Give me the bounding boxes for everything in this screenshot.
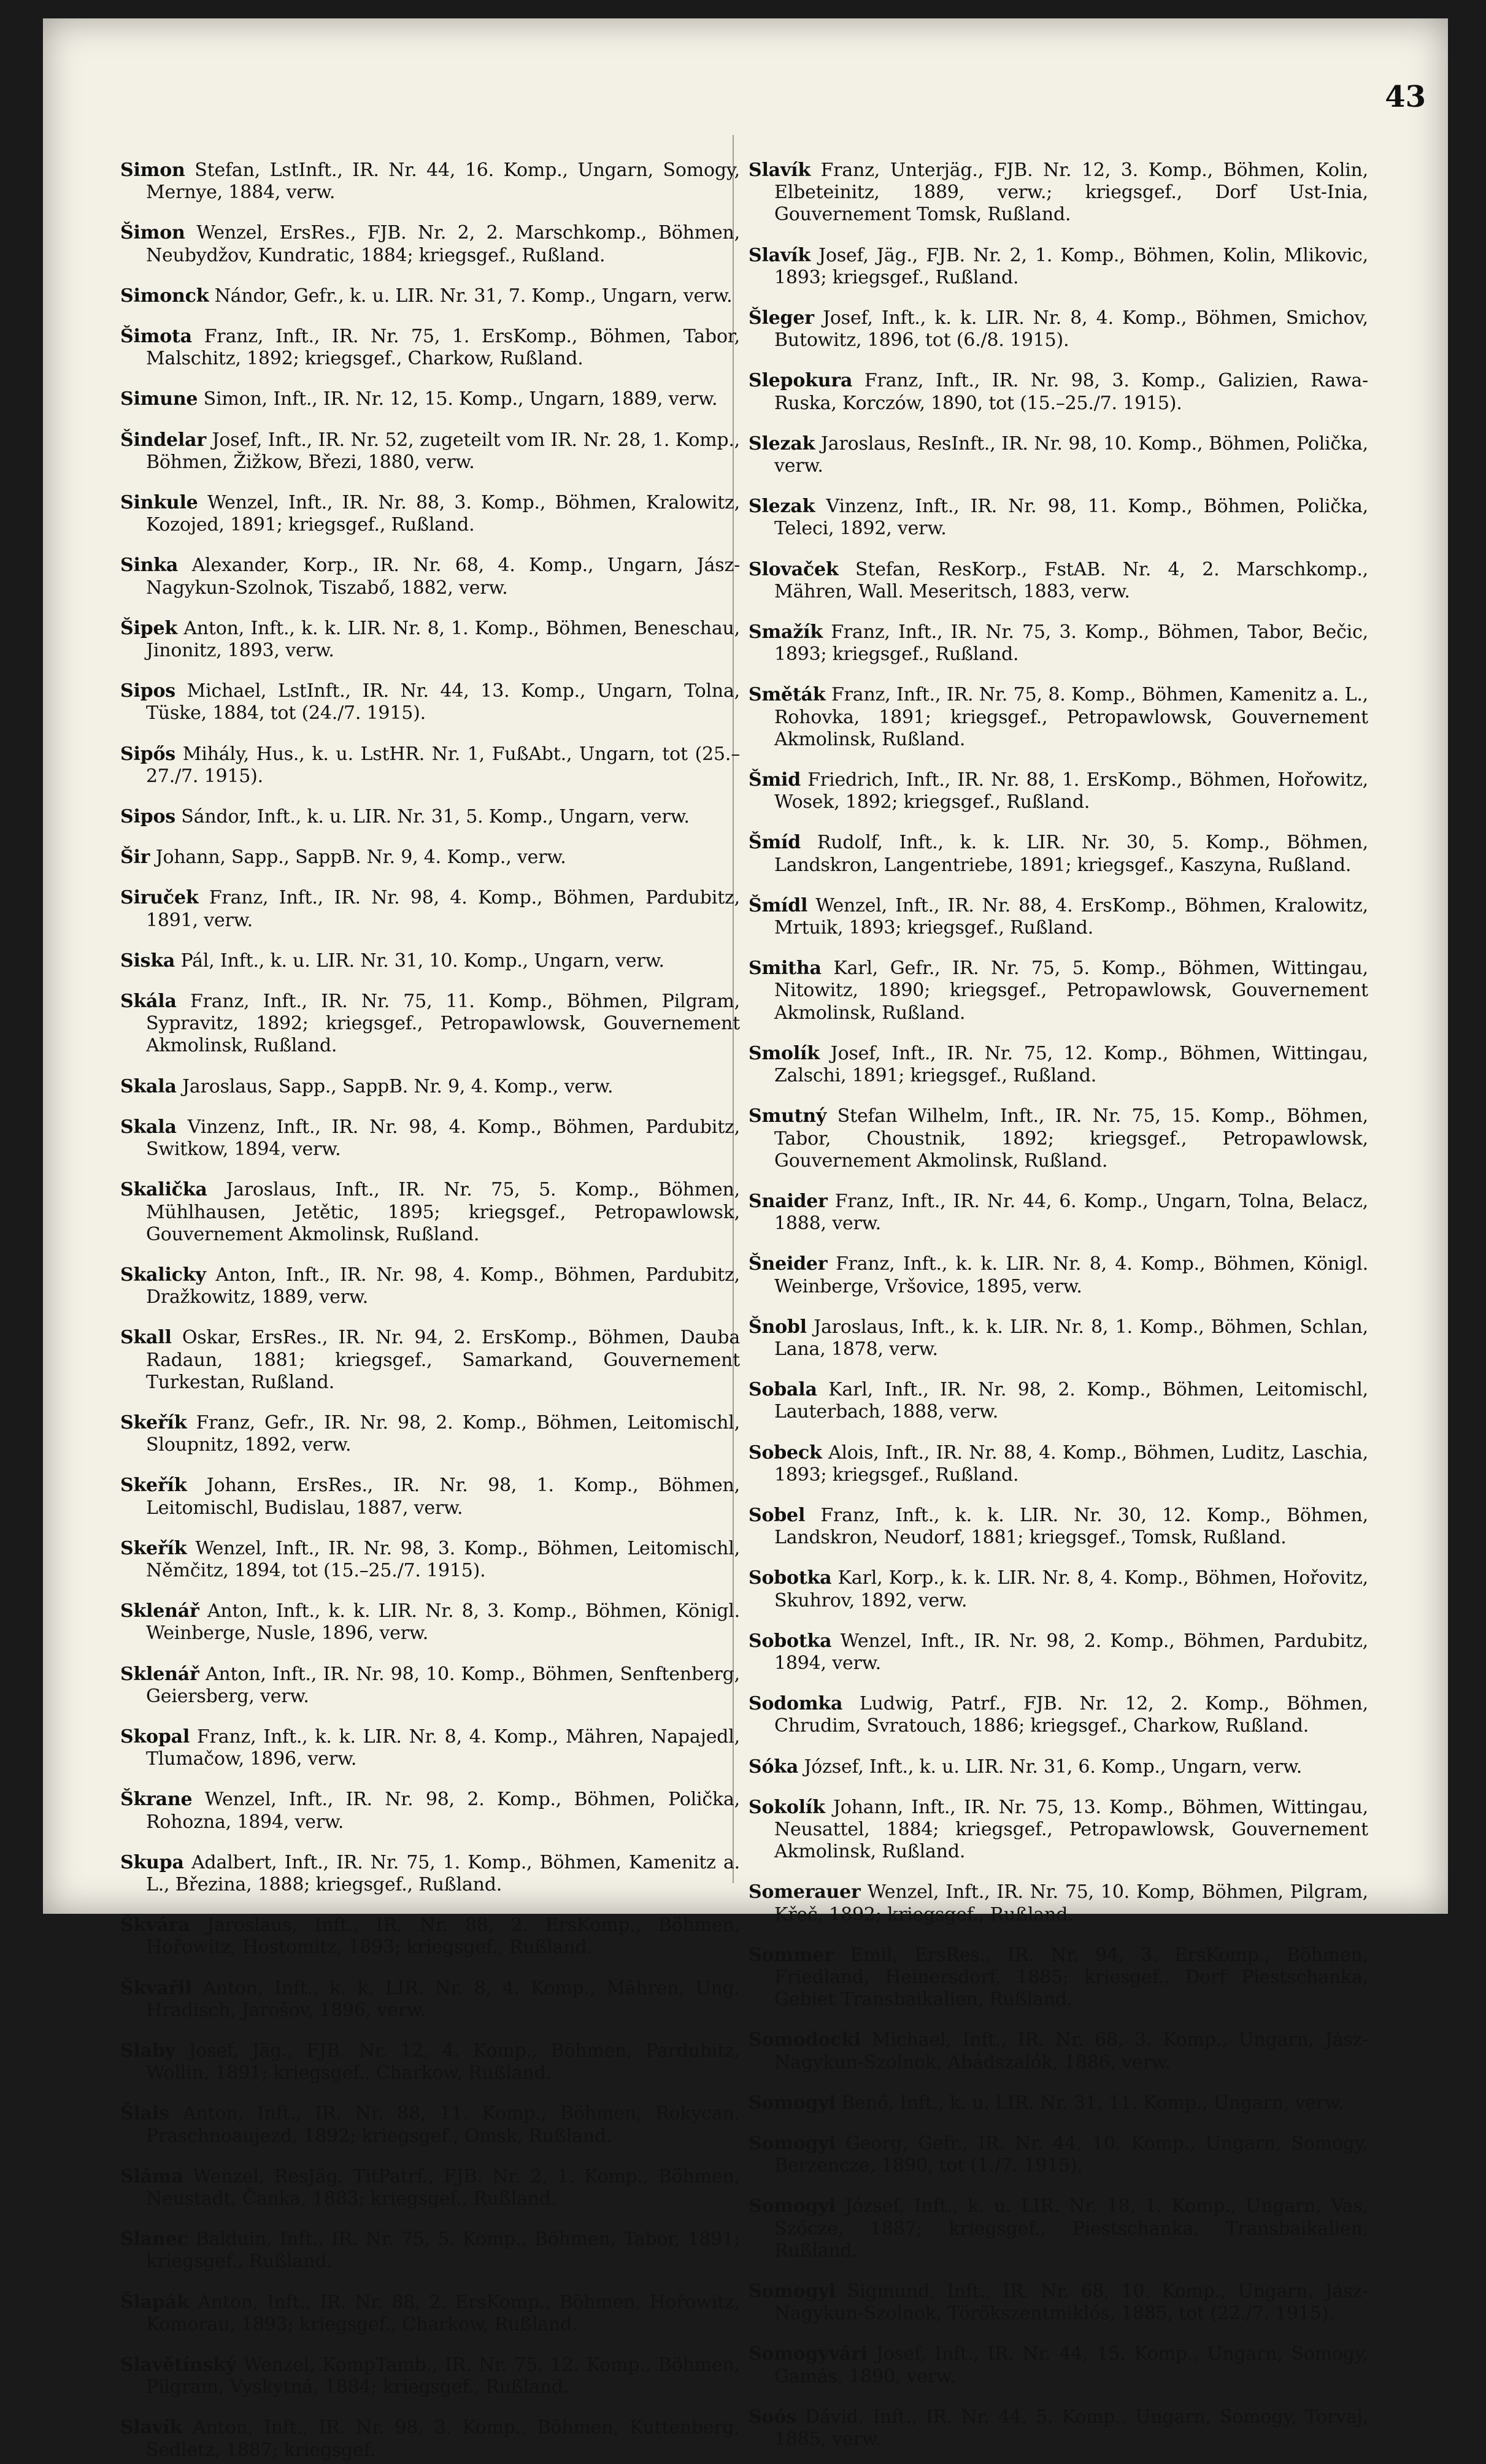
list-item [120,846,740,869]
list-item [120,555,740,599]
list-item [120,285,740,307]
list-item [749,559,1368,603]
list-item [749,2195,1368,2262]
entry-surname: Šmíd [749,832,801,854]
entry-surname: Sóka [749,1756,799,1778]
entry-details: Karl, Inft., IR. Nr. 98, 2. Komp., Böhmen, Leitomischl, Lauterbach, 1888, verw. [774,1379,1369,1423]
entry-surname: Šleger [749,307,814,329]
entry-details: Wenzel, Inft., IR. Nr. 98, 2. Komp., Böhmen, Pardubitz, 1894, verw. [774,1630,1369,1674]
entry-details: Oskar, ErsRes., IR. Nr. 94, 2. ErsKomp., Böhmen, Dauba Radaun, 1881; kriegsgef., Samarkand, Gouvernement Turkestan, Rußland. [146,1327,741,1393]
entry-details: Vinzenz, Inft., IR. Nr. 98, 4. Komp., Böhmen, Pardubitz, Switkow, 1894, verw. [146,1116,740,1161]
entry-surname: Slavětínský [120,2354,236,2376]
entry-surname: Sláma [120,2165,183,2187]
entry-surname: Šimon [120,222,185,244]
list-item [749,370,1368,414]
entry-details: Wenzel, ErsRes., FJB. Nr. 2, 2. Marschkomp., Böhmen, Neubydžov, Kundratic, 1884; kriegsgef., Rußland. [146,222,740,266]
entry-surname: Slavík [749,159,810,181]
entry-details: Karl, Gefr., IR. Nr. 75, 5. Komp., Böhmen, Wittingau, Nitowitz, 1890; kriegsgef., Petropawlowsk, Gouvernement Akmolinsk, Rußland. [774,958,1368,1024]
entry-details: Anton, Inft., IR. Nr. 88, 11. Komp., Böhmen, Rokycan, Praschnoaujezd, 1892; kriegsgef., Omsk, Rußland. [146,2103,740,2147]
list-item [749,1944,1368,2011]
list-item [749,307,1368,351]
entry-details: Anton, Inft., IR. Nr. 98, 3. Komp., Böhmen, Kuttenberg, Sedletz, 1887; kriegsgef. [146,2417,740,2461]
list-item [120,1116,740,1161]
entry-details: Wenzel, Inft., IR. Nr. 98, 2. Komp., Böhmen, Polička, Rohozna, 1894, verw. [146,1789,741,1833]
entry-surname: Šmid [749,769,801,791]
list-item [120,2354,740,2398]
list-item [120,1789,740,1833]
entry-surname: Sipos [120,680,175,702]
entry-details: Josef, Inft., IR. Nr. 75, 12. Komp., Böhmen, Wittingau, Zalschi, 1891; kriegsgef., Rußland. [774,1042,1368,1087]
entry-details: Jaroslaus, Sapp., SappB. Nr. 9, 4. Komp., verw. [182,1075,614,1097]
list-item [749,1379,1368,1423]
entry-surname: Skeřík [120,1411,187,1433]
list-item [749,832,1368,876]
list-item [749,1316,1368,1361]
entry-surname: Sobeck [749,1441,822,1464]
entry-details: Franz, Unterjäg., FJB. Nr. 12, 3. Komp., Böhmen, Kolin, Elbeteinitz, 1889, verw.; kriegsgef., Dorf Ust-Inia, Gouvernement Tomsk, Rußland. [774,159,1368,226]
entry-details: Wenzel, Inft., IR. Nr. 88, 3. Komp., Böhmen, Kralowitz, Kozojed, 1891; kriegsgef., Rußland. [146,492,740,536]
entry-details: Josef, Inft., IR. Nr. 44, 15. Komp., Ungarn, Somogy, Gamás, 1890, verw. [774,2343,1369,2387]
entry-surname: Somogyi [749,2092,836,2114]
list-item [120,1538,740,1582]
entry-details: Karl, Korp., k. k. LIR. Nr. 8, 4. Komp., Böhmen, Hořovitz, Skuhrov, 1892, verw. [774,1567,1368,1611]
entry-details: Franz, Inft., IR. Nr. 98, 4. Komp., Böhmen, Pardubitz, 1891, verw. [146,887,740,931]
entry-details: Simon, Inft., IR. Nr. 12, 15. Komp., Ungarn, 1889, verw. [203,388,718,410]
entry-surname: Skala [120,1075,177,1097]
entry-details: Stefan, ResKorp., FstAB. Nr. 4, 2. Marschkomp., Mähren, Wall. Meseritsch, 1883, verw. [774,558,1368,602]
list-item [749,1043,1368,1087]
entry-details: Ludwig, Patrf., FJB. Nr. 12, 2. Komp., Böhmen, Chrudim, Svratouch, 1886; kriegsgef., Charkow, Rußland. [774,1693,1368,1737]
list-item [120,1600,740,1645]
list-item [120,2228,740,2273]
entry-surname: Somerauer [749,1881,861,1903]
entry-details: Franz, Inft., IR. Nr. 44, 6. Komp., Ungarn, Tolna, Belacz, 1888, verw. [774,1190,1368,1235]
list-item [749,1630,1368,1675]
list-item [749,1191,1368,1235]
entry-details: Franz, Inft., IR. Nr. 75, 1. ErsKomp., Böhmen, Tabor, Malschitz, 1892; kriegsgef., Charkow, Rußland. [146,326,740,370]
entry-surname: Slovaček [749,558,839,580]
entry-surname: Škvařil [120,1977,192,1999]
entry-surname: Skall [120,1327,172,1349]
entry-surname: Šindelar [120,429,206,451]
list-item [120,2166,740,2210]
entry-details: József, Inft., k. u. LIR. Nr. 31, 6. Komp., Ungarn, verw. [804,1756,1303,1778]
list-item [120,222,740,266]
entry-details: Franz, Inft., k. k. LIR. Nr. 8, 4. Komp., Böhmen, Königl. Weinberge, Vršovice, 1895, verw. [774,1253,1368,1297]
entry-details: Mihály, Hus., k. u. LstHR. Nr. 1, FußAbt., Ungarn, tot (25.–27./7. 1915). [146,743,741,787]
entry-surname: Slepokura [749,370,853,392]
left-column [120,141,740,2464]
entry-surname: Simune [120,388,198,410]
entry-details: Franz, Inft., k. k. LIR. Nr. 8, 4. Komp., Mähren, Napajedl, Tlumačow, 1896, verw. [146,1725,740,1770]
list-item [749,684,1368,751]
list-item [120,429,740,474]
entry-details: Josef, Inft., IR. Nr. 52, zugeteilt vom IR. Nr. 28, 1. Komp., Böhmen, Žižkow, Březi, 1880, verw. [146,429,740,473]
entry-details: Anton, Inft., k. k. LIR. Nr. 8, 4. Komp., Mähren, Ung. Hradisch, Jarošov, 1896, verw. [146,1977,740,2021]
entry-details: Franz, Inft., k. k. LIR. Nr. 30, 12. Komp., Böhmen, Landskron, Neudorf, 1881; kriegsgef., Tomsk, Rußland. [774,1504,1368,1549]
entry-surname: Směták [749,684,826,706]
entry-surname: Sobotka [749,1630,832,1652]
list-item [749,2133,1368,2177]
entry-surname: Skála [120,991,177,1013]
entry-details: Anton, Inft., IR. Nr. 98, 10. Komp., Böhmen, Senftenberg, Geiersberg, verw. [146,1663,740,1707]
entry-details: Josef, Jäg., FJB. Nr. 2, 1. Komp., Böhmen, Kolin, Mlikovic, 1893; kriegsgef., Rußland. [774,244,1368,288]
list-item [749,1253,1368,1297]
list-item [120,159,740,204]
entry-surname: Sobotka [749,1567,832,1589]
list-item [749,2406,1368,2451]
entry-details: Alexander, Korp., IR. Nr. 68, 4. Komp., Ungarn, Jász-Nagykun-Szolnok, Tiszabő, 1882, verw. [146,555,741,599]
entry-surname: Skalička [120,1179,207,1201]
list-item [120,1412,740,1456]
entry-details: Sigmund, Inft., IR. Nr. 68, 10. Komp., Ungarn, Jász-Nagykun-Szolnok, Törökszentmiklós, 1885, tot (22./7. 1915). [774,2281,1369,2325]
entry-details: Josef, Jäg., FJB. Nr. 12, 4. Komp., Böhmen, Pardubitz, Wollin, 1891; kriegsgef., Charkow, Rußland. [146,2040,740,2084]
entry-details: Johann, Inft., IR. Nr. 75, 13. Komp., Böhmen, Wittingau, Neusattel, 1884; kriegsgef., Petropawlowsk, Gouvernement Akmolinsk, Rußland. [774,1796,1368,1863]
entry-surname: Šneider [749,1253,828,1275]
entry-details: Michael, LstInft., IR. Nr. 44, 13. Komp., Ungarn, Tolna, Tüske, 1884, tot (24./7. 1915). [146,680,740,724]
list-item [120,388,740,410]
entry-surname: Sklenář [120,1600,199,1622]
entry-details: Franz, Inft., IR. Nr. 75, 11. Komp., Böhmen, Pilgram, Sypravitz, 1892; kriegsgef., Petropawlowsk, Gouvernement Akmolinsk, Rußland. [146,991,740,1057]
entry-details: Johann, Sapp., SappB. Nr. 9, 4. Komp., verw. [155,846,566,869]
entry-surname: Smitha [749,958,822,980]
entry-surname: Slavík [120,2417,182,2439]
entry-surname: Slezak [749,432,815,455]
entry-details: Nándor, Gefr., k. u. LIR. Nr. 31, 7. Komp., Ungarn, verw. [214,285,733,307]
list-item [120,2040,740,2084]
entry-surname: Skala [120,1116,177,1138]
list-item [120,743,740,788]
entry-surname: Smutný [749,1105,827,1127]
list-item [749,433,1368,477]
list-item [120,492,740,536]
entry-surname: Slaby [120,2040,175,2062]
list-item [120,1664,740,1708]
entry-surname: Sinka [120,555,179,577]
list-item [120,950,740,972]
list-item [749,245,1368,289]
entry-details: Johann, ErsRes., IR. Nr. 98, 1. Komp., Böhmen, Leitomischl, Budislau, 1887, verw. [146,1475,740,1519]
entry-surname: Šipek [120,617,177,639]
entry-details: Anton, Inft., IR. Nr. 88, 2. ErsKomp., Böhmen, Hořowitz, Komorau, 1893; kriegsgef., Charkow, Rußland. [146,2291,741,2335]
entry-details: Michael, Inft., IR. Nr. 68, 3. Komp., Ungarn, Jász-Nagykun-Szolnok, Abádszalók, 1886, verw. [774,2029,1368,2073]
list-item [749,496,1368,540]
entry-details: Jaroslaus, Inft., IR. Nr. 88, 2. ErsKomp., Böhmen, Hořowitz, Hostomitz, 1893; kriegsgef., Rußland. [146,1914,740,1959]
entry-details: Wenzel, Inft., IR. Nr. 88, 4. ErsKomp., Böhmen, Kralowitz, Mrtuik, 1893; kriegsgef., Rußland. [774,894,1368,939]
list-item [120,991,740,1057]
entry-surname: Smažík [749,621,823,643]
entry-surname: Sokolík [749,1796,825,1818]
entry-surname: Šlapák [120,2291,190,2313]
entry-surname: Šir [120,846,150,869]
entry-details: Anton, Inft., IR. Nr. 98, 4. Komp., Böhmen, Pardubitz, Dražkowitz, 1889, verw. [146,1264,740,1308]
entry-surname: Skeřík [120,1475,187,1497]
entry-surname: Slanec [120,2228,188,2251]
entry-details: Sándor, Inft., k. u. LIR. Nr. 31, 5. Komp., Ungarn, verw. [181,806,690,828]
entry-surname: Škrane [120,1789,193,1811]
list-item [120,1978,740,2022]
list-item [749,1105,1368,1172]
entry-surname: Šnobl [749,1316,807,1338]
list-item [749,1881,1368,1925]
entry-details: Balduin, Inft., IR. Nr. 75, 5. Komp., Böhmen, Tabor, 1891; kriegsgef., Rußland. [146,2228,740,2273]
document-page [43,18,1448,2461]
entry-details: Stefan, LstInft., IR. Nr. 44, 16. Komp., Ungarn, Somogy, Mernye, 1884, verw. [146,159,740,204]
entry-details: József, Inft., k. u. LIR. Nr. 18, 1. Komp., Ungarn, Vas, Szőcze, 1887; kriegsgef., Piestschanka, Transbaikalien, Rußland. [774,2195,1368,2262]
entry-surname: Snaider [749,1190,828,1212]
list-item [120,2103,740,2147]
entry-surname: Siska [120,950,175,972]
list-item [749,1756,1368,1778]
entry-details: Georg, Gefr., IR. Nr. 44, 10. Komp., Ungarn, Somogy, Berzencze, 1890, tot (1./7. 1915). [774,2133,1368,2177]
entry-details: Stefan Wilhelm, Inft., IR. Nr. 75, 15. Komp., Böhmen, Tabor, Choustnik, 1892; kriegsgef., Petropawlowsk, Gouvernement Akmolinsk, Rußland. [774,1105,1368,1172]
entry-surname: Smolík [749,1042,820,1064]
entry-surname: Škvára [120,1914,190,1936]
list-item [120,1726,740,1770]
entry-details: Jaroslaus, Inft., k. k. LIR. Nr. 8, 1. Komp., Böhmen, Schlan, Lana, 1878, verw. [774,1316,1368,1360]
entry-surname: Sipős [120,743,175,765]
entry-details: Emil, ErsRes., IR. Nr. 94, 3. ErsKomp., Böhmen, Friedland, Heinersdorf, 1885; kriesgef., Dorf Piestschanka, Gebiet Transbaikalien, Rußland. [774,1944,1368,2011]
entry-surname: Sobala [749,1379,817,1401]
list-item [749,2281,1368,2325]
entry-details: Franz, Inft., IR. Nr. 75, 8. Komp., Böhmen, Kamenitz a. L., Rohovka, 1891; kriegsgef., Petropawlowsk, Gouvernement Akmolinsk, Rußland. [774,684,1368,750]
list-item [749,2029,1368,2073]
entry-details: Benő, Inft., k. u. LIR. Nr. 31, 11. Komp., Ungarn, verw. [841,2092,1344,2114]
list-item [749,1442,1368,1486]
list-item [749,159,1368,226]
list-item [120,618,740,662]
entry-surname: Šlais [120,2103,169,2125]
entry-surname: Skalicky [120,1264,206,1286]
list-item [749,2092,1368,2114]
entry-surname: Soós [749,2406,796,2428]
list-item [749,895,1368,939]
entry-details: Wenzel, Inft., IR. Nr. 75, 10. Komp, Böhmen, Pilgram, Křeč, 1892; kriegsgef., Rußland. [774,1881,1368,1925]
list-item [749,958,1368,1024]
entry-surname: Sodomka [749,1693,843,1715]
entry-details: Josef, Inft., k. k. LIR. Nr. 8, 4. Komp., Böhmen, Smichov, Butowitz, 1896, tot (6./8. 1915). [774,307,1368,351]
entry-surname: Somogyi [749,2195,836,2217]
list-item [120,1076,740,1098]
entry-surname: Somogyi [749,2133,836,2154]
entry-details: Wenzel, KompTamb., IR. Nr. 75, 12. Komp., Böhmen, Pilgram, Vyskytná, 1884; kriegsgef., Rußland. [146,2354,740,2398]
list-item [749,1693,1368,1737]
entry-details: Anton, Inft., k. k. LIR. Nr. 8, 3. Komp., Böhmen, Königl. Weinberge, Nusle, 1896, verw. [146,1600,740,1645]
entry-surname: Somogyi [749,2281,836,2303]
entry-details: Anton, Inft., k. k. LIR. Nr. 8, 1. Komp., Böhmen, Beneschau, Jinonitz, 1893, verw. [146,617,740,662]
entry-surname: Slezak [749,496,815,518]
entry-surname: Siruček [120,887,199,909]
entry-details: Franz, Gefr., IR. Nr. 98, 2. Komp., Böhmen, Leitomischl, Sloupnitz, 1892, verw. [146,1411,740,1456]
list-item [120,887,740,931]
entry-surname: Sinkule [120,492,198,514]
entry-surname: Skeřík [120,1537,187,1559]
right-column [749,141,1368,2453]
list-item [749,1567,1368,1611]
entry-details: Dávid, Inft., IR. Nr. 44, 5. Komp., Ungarn, Somogy, Torvaj, 1885, verw. [774,2406,1368,2451]
entry-surname: Skupa [120,1851,184,1873]
list-item [749,769,1368,813]
entry-details: Franz, Inft., IR. Nr. 75, 3. Komp., Böhmen, Tabor, Bečic, 1893; kriegsgef., Rußland. [774,621,1369,666]
entry-details: Pál, Inft., k. u. LIR. Nr. 31, 10. Komp., Ungarn, verw. [180,950,664,972]
list-item [120,1914,740,1959]
entry-details: Franz, Inft., IR. Nr. 98, 3. Komp., Galizien, Rawa-Ruska, Korczów, 1890, tot (15.–25./7. 1915). [774,370,1368,414]
entry-details: Jaroslaus, Inft., IR. Nr. 75, 5. Komp., Böhmen, Mühlhausen, Jetětic, 1895; kriegsgef., Petropawlowsk, Gouvernement Akmolinsk, Rußland. [146,1179,741,1245]
list-item [120,1327,740,1394]
entry-surname: Šmídl [749,894,808,916]
entry-surname: Somogyvári [749,2343,868,2365]
entry-surname: Simon [120,159,185,181]
entry-surname: Sklenář [120,1663,199,1685]
list-item [120,1852,740,1896]
entry-surname: Slavík [749,244,810,266]
list-item [749,2343,1368,2387]
entry-details: Friedrich, Inft., IR. Nr. 88, 1. ErsKomp., Böhmen, Hořowitz, Wosek, 1892; kriegsgef., Rußland. [774,769,1368,813]
entry-details: Alois, Inft., IR. Nr. 88, 4. Komp., Böhmen, Luditz, Laschia, 1893; kriegsgef., Rußland. [774,1441,1368,1486]
list-item [120,806,740,828]
entry-surname: Sipos [120,806,175,828]
list-item [749,621,1368,666]
list-item [749,1797,1368,1863]
list-item [120,680,740,724]
entry-details: Wenzel, Inft., IR. Nr. 98, 3. Komp., Böhmen, Leitomischl, Němčitz, 1894, tot (15.–25./7. 1915). [146,1537,740,1581]
list-item [120,1179,740,1246]
list-item [120,1264,740,1308]
entry-surname: Somodocki [749,2029,861,2051]
list-item [749,1505,1368,1549]
entry-surname: Sobel [749,1504,806,1526]
entry-surname: Šimota [120,326,192,348]
page-number: 43 [1385,80,1426,114]
list-item [120,1475,740,1519]
entry-details: Rudolf, Inft., k. k. LIR. Nr. 30, 5. Komp., Böhmen, Landskron, Langentriebe, 1891; kriegsgef., Kaszyna, Rußland. [774,832,1368,876]
list-item [120,2417,740,2461]
list-item [120,2292,740,2336]
entry-details: Wenzel, ResJäg. TitPatrf., FJB. Nr. 2, 1. Komp., Böhmen, Neustadt, Čanka, 1883; kriegsgef., Rußland. [146,2165,740,2209]
list-item [120,326,740,370]
entry-surname: Simonck [120,285,209,307]
entry-details: Vinzenz, Inft., IR. Nr. 98, 11. Komp., Böhmen, Polička, Teleci, 1892, verw. [774,496,1368,540]
entry-details: Adalbert, Inft., IR. Nr. 75, 1. Komp., Böhmen, Kamenitz a. L., Březina, 1888; kriegsgef., Rußland. [146,1851,740,1895]
entry-surname: Skopal [120,1725,190,1748]
entry-details: Jaroslaus, ResInft., IR. Nr. 98, 10. Komp., Böhmen, Polička, verw. [774,432,1368,477]
entry-surname: Sommer [749,1944,834,1966]
